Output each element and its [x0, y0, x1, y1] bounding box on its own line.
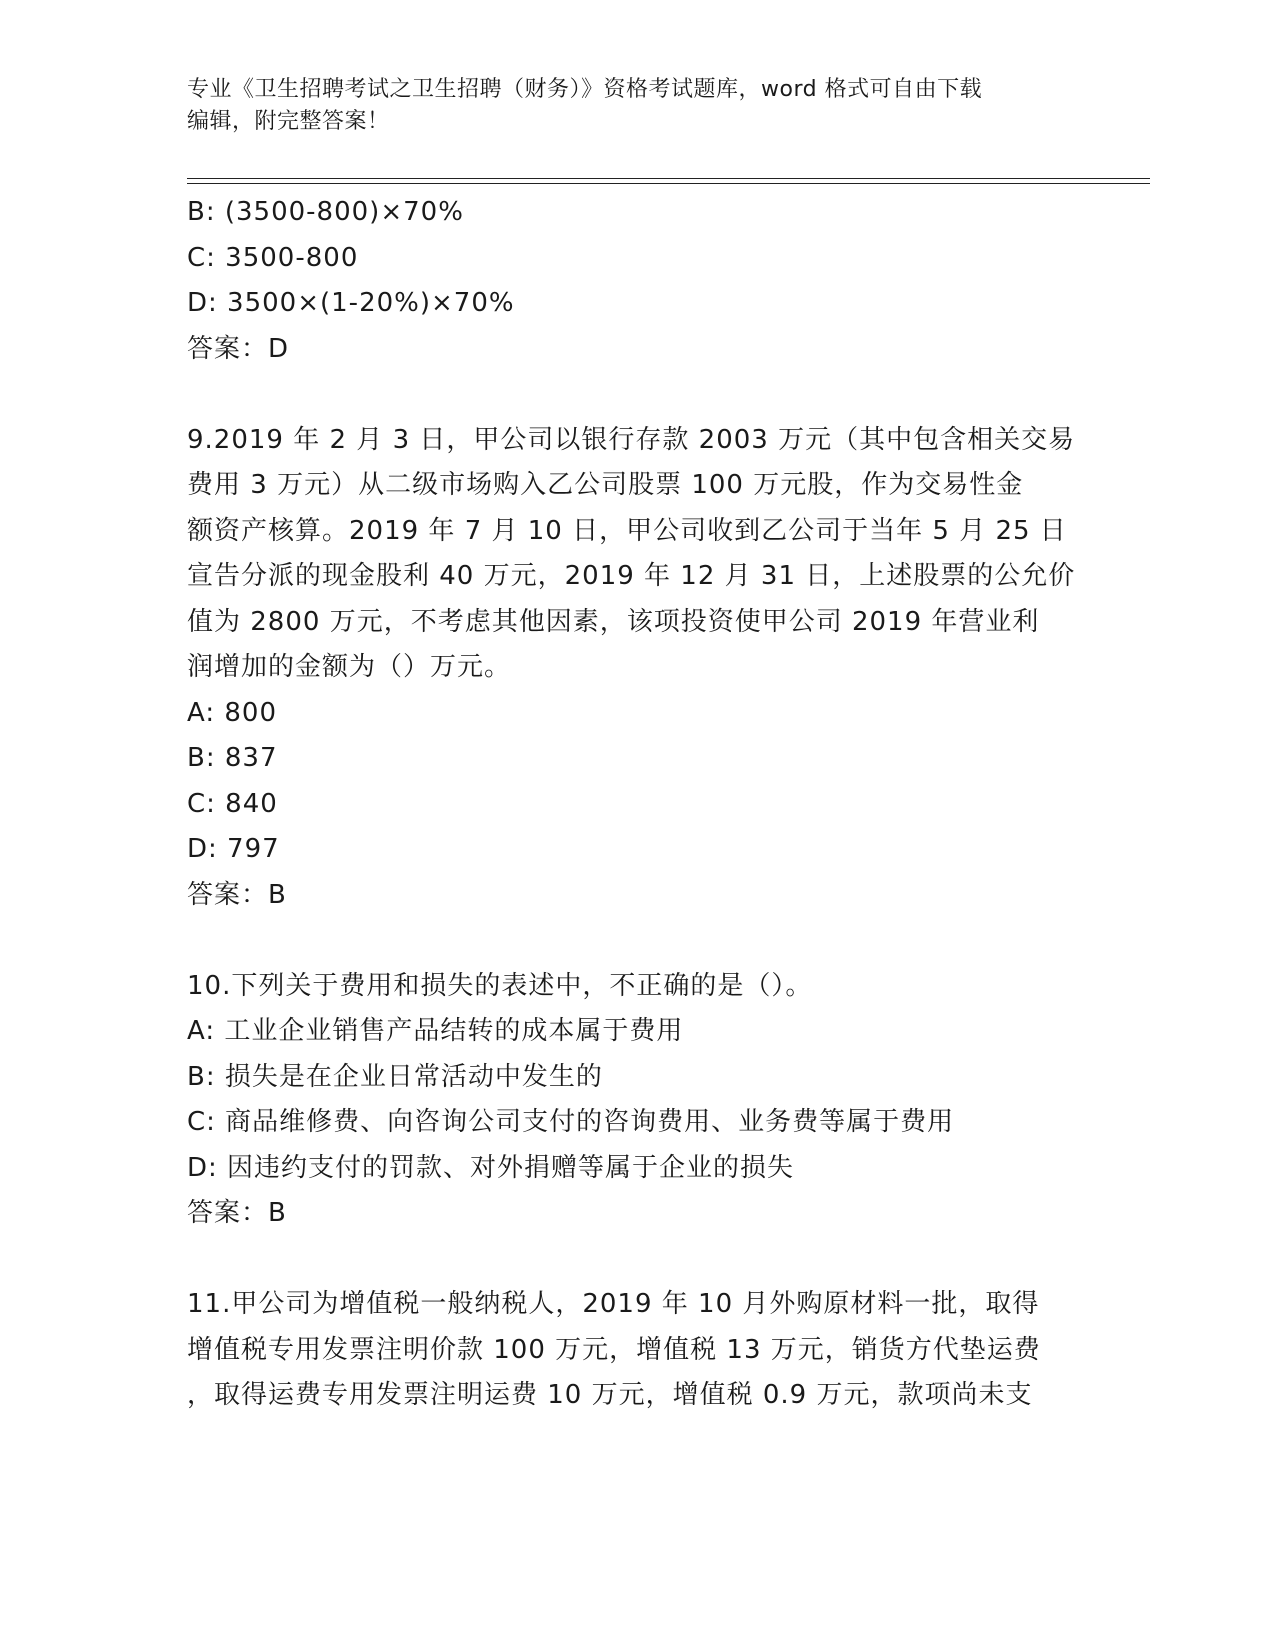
header-divider-bottom — [187, 183, 1150, 184]
q9-question-line-2: 费用 3 万元）从二级市场购入乙公司股票 100 万元股，作为交易性金 — [187, 470, 1024, 500]
q8-option-c: C: 3500-800 — [187, 242, 359, 273]
q11-question-line-2: 增值税专用发票注明价款 100 万元，增值税 13 万元，销货方代垫运费 — [187, 1334, 1041, 1365]
q9-option-d: D: 797 — [187, 834, 280, 864]
q11-question-line-3: ，取得运费专用发票注明运费 10 万元，增值税 0.9 万元，款项尚未支 — [187, 1380, 1033, 1410]
q10-option-c: C: 商品维修费、向咨询公司支付的咨询费用、业务费等属于费用 — [187, 1107, 955, 1137]
q10-option-a: A: 工业企业销售产品结转的成本属于费用 — [187, 1016, 684, 1046]
spacer — [187, 372, 1087, 418]
q10-answer: 答案：B — [187, 1198, 287, 1228]
q9-option-a: A: 800 — [187, 697, 277, 728]
q9-option-b: B: 837 — [187, 743, 278, 773]
q9-option-c: C: 840 — [187, 788, 278, 819]
q11-question-line-1: 11.甲公司为增值税一般纳税人，2019 年 10 月外购原材料一批，取得 — [187, 1289, 1040, 1319]
q9-question-line-1: 9.2019 年 2 月 3 日，甲公司以银行存款 2003 万元（其中包含相关交易 — [187, 424, 1076, 455]
q9-answer: 答案：B — [187, 879, 287, 910]
q9-question-line-5: 值为 2800 万元，不考虑其他因素，该项投资使甲公司 2019 年营业利 — [187, 606, 1040, 637]
q8-answer: 答案：D — [187, 333, 290, 364]
q8-option-d: D: 3500×(1-20%)×70% — [187, 288, 515, 318]
q10-question: 10.下列关于费用和损失的表述中，不正确的是（）。 — [187, 970, 813, 1001]
q9-question-line-6: 润增加的金额为（）万元。 — [187, 652, 512, 682]
document-header — [187, 74, 1067, 138]
q10-option-b: B: 损失是在企业日常活动中发生的 — [187, 1061, 603, 1092]
spacer — [187, 918, 1087, 964]
q10-option-d: D: 因违约支付的罚款、对外捐赠等属于企业的损失 — [187, 1152, 795, 1183]
header-divider-top — [187, 178, 1150, 179]
q9-question-line-4: 宣告分派的现金股利 40 万元，2019 年 12 月 31 日，上述股票的公允价 — [187, 561, 1076, 591]
q8-option-b: B: (3500-800)×70% — [187, 197, 464, 227]
document-body — [187, 190, 1087, 1419]
spacer — [187, 1237, 1087, 1283]
q9-question-line-3: 额资产核算。2019 年 7 月 10 日，甲公司收到乙公司于当年 5 月 25 日 — [187, 515, 1067, 546]
header-line-1: 专业《卫生招聘考试之卫生招聘（财务）》资格考试题库，word 格式可自由下载 — [187, 77, 983, 102]
header-line-2: 编辑，附完整答案！ — [187, 109, 390, 134]
